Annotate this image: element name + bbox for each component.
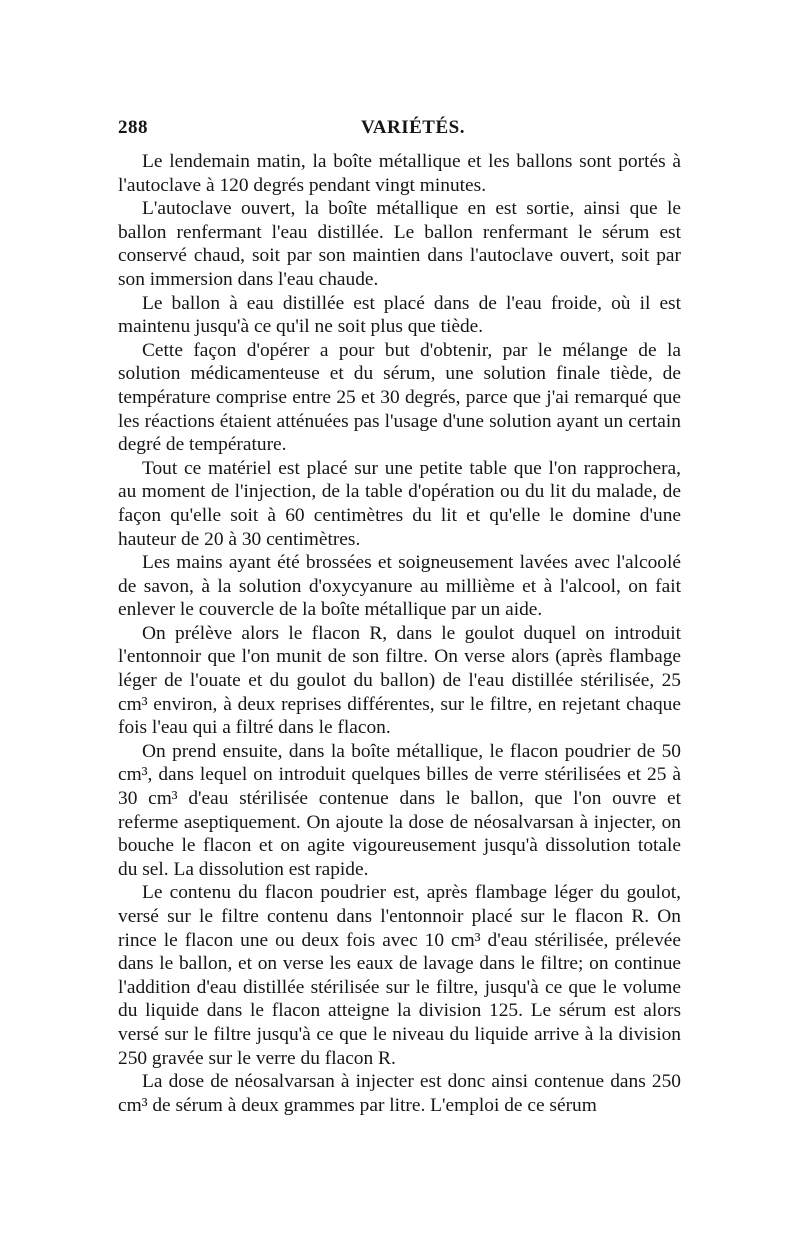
paragraph: Le lendemain matin, la boîte métallique et les ballons sont portés à l'autoclave à 120 degrés pendant vingt minutes. xyxy=(118,151,681,196)
paragraph: Le contenu du flacon poudrier est, après flambage léger du goulot, versé sur le filtre contenu dans l'entonnoir placé sur le flacon R. On rince le flacon une ou deux fois avec 10 cm³ d'eau stérilisée, prélevée dans le ballon, et on verse les eaux de lavage dans le filtre; on continue l'addition d'eau distillée stérilisée sur le filtre, jusqu'à ce que le volume du liquide dans le flacon atteigne la division 125. Le sérum est alors versé sur le filtre jusqu'à ce que le niveau du liquide arrive à la division 250 gravée sur le verre du flacon R. xyxy=(118,882,681,1069)
paragraph: On prend ensuite, dans la boîte métallique, le flacon poudrier de 50 cm³, dans lequel on introduit quelques billes de verre stérilisées et 25 à 30 cm³ d'eau stérilisée contenue dans le ballon, que l'on ouvre et referme aseptiquement. On ajoute la dose de néosalvarsan à injecter, on bouche le flacon et on agite vigoureusement jusqu'à dissolution totale du sel. La dissolution est rapide. xyxy=(118,740,681,880)
running-title: VARIÉTÉS. xyxy=(361,117,465,138)
paragraph: L'autoclave ouvert, la boîte métallique en est sortie, ainsi que le ballon renfermant l'eau distillée. Le ballon renfermant le sérum est conservé chaud, soit par son maintien dans l'autoclave ouvert, soit par son immersion dans l'eau chaude. xyxy=(118,198,681,290)
page-number: 288 xyxy=(118,117,148,138)
paragraph: La dose de néosalvarsan à injecter est donc ainsi contenue dans 250 cm³ de sérum à deux grammes par litre. L'emploi de ce sérum xyxy=(118,1071,681,1116)
paragraph: Tout ce matériel est placé sur une petite table que l'on rapprochera, au moment de l'injection, de la table d'opération ou du lit du malade, de façon qu'elle soit à 60 centimètres du lit et qu'elle le domine d'une hauteur de 20 à 30 centimètres. xyxy=(118,457,681,550)
running-header xyxy=(118,117,678,141)
paragraph: On prélève alors le flacon R, dans le goulot duquel on introduit l'entonnoir que l'on munit de son filtre. On verse alors (après flambage léger de l'ouate et du goulot du ballon) de l'eau distillée stérilisée, 25 cm³ environ, à deux reprises différentes, sur le filtre, en rejetant chaque fois l'eau qui a filtré dans le flacon. xyxy=(118,622,681,739)
paragraph: Cette façon d'opérer a pour but d'obtenir, par le mélange de la solution médicamenteuse et du sérum, une solution finale tiède, de température comprise entre 25 et 30 degrés, parce que j'ai remarqué que les réactions étaient atténuées pas l'usage d'une solution ayant un certain degré de température. xyxy=(118,339,681,456)
paragraph: Le ballon à eau distillée est placé dans de l'eau froide, où il est maintenu jusqu'à ce qu'il ne soit plus que tiède. xyxy=(118,292,681,338)
body-text xyxy=(118,150,681,1117)
paragraph: Les mains ayant été brossées et soigneusement lavées avec l'alcoolé de savon, à la solution d'oxycyanure au millième et à l'alcool, on fait enlever le couvercle de la boîte métallique par un aide. xyxy=(118,552,681,621)
